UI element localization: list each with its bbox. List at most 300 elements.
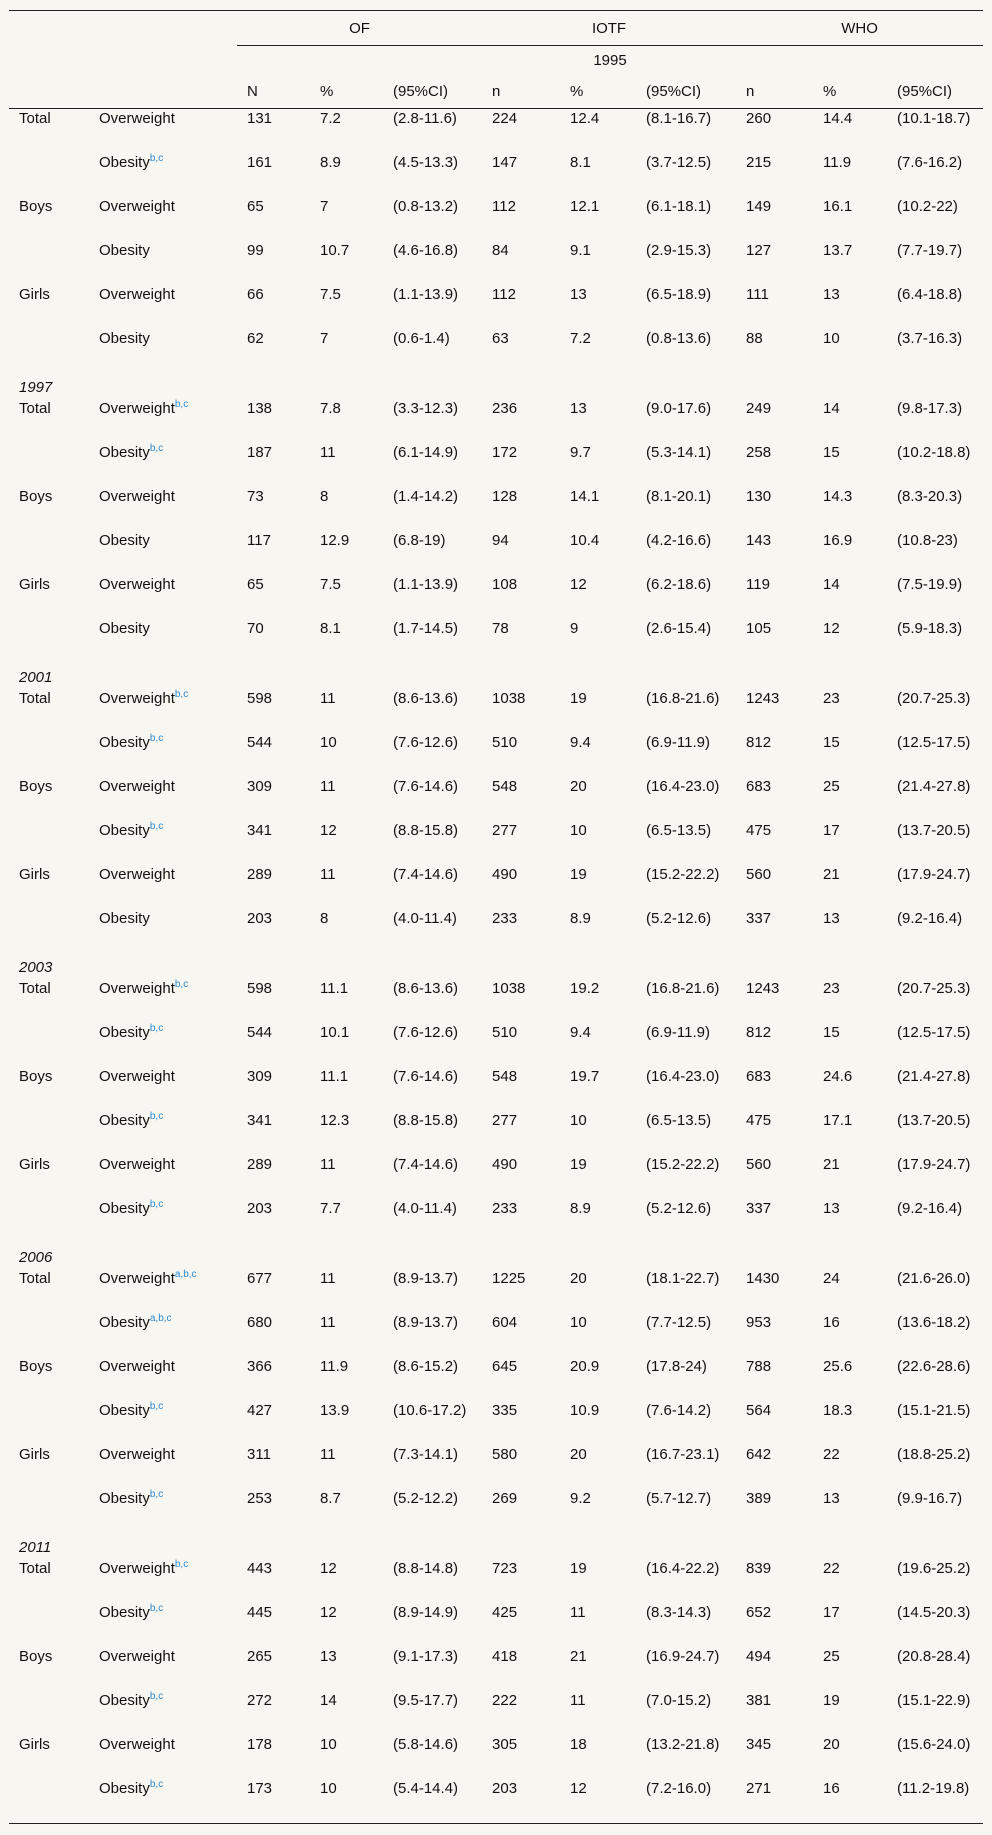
- cell-iotf-pct: 20: [570, 1270, 587, 1287]
- measure-label: Obesity: [99, 1314, 150, 1331]
- measure-label: Obesity: [99, 822, 150, 839]
- col-header-of-pct: %: [310, 74, 383, 109]
- cell-iotf-pct: 19: [570, 1156, 587, 1173]
- cell-of-n: 66: [247, 286, 264, 303]
- measure-label: Overweight: [99, 1358, 175, 1375]
- cell-who-pct: 23: [823, 980, 840, 997]
- table-row: [9, 153, 983, 197]
- cell-who-ci: (11.2-19.8): [887, 1779, 983, 1824]
- measure-label: Overweight: [99, 778, 175, 795]
- cell-iotf-ci: (7.7-12.5): [646, 1314, 712, 1331]
- footnote-marker: b,c: [149, 821, 164, 832]
- cell-iotf-ci: (15.2-22.2): [646, 1156, 720, 1173]
- measure-label: Obesity: [99, 910, 150, 927]
- cell-iotf-n: 224: [492, 110, 518, 127]
- group-cell: Boys: [19, 488, 53, 505]
- cell-of-pct: 12: [320, 1560, 337, 1577]
- measure-cell: [89, 1445, 237, 1489]
- cell-who-n: 812: [746, 1024, 772, 1041]
- table-row: [9, 1559, 983, 1603]
- group-cell: Boys: [19, 198, 53, 215]
- cell-who-n: 337: [746, 910, 772, 927]
- group-cell: [9, 1603, 89, 1647]
- group-cell: [9, 241, 89, 285]
- cell-who-pct: 25.6: [823, 1358, 853, 1375]
- cell-iotf-n: 63: [492, 330, 509, 347]
- cell-who-ci: (19.6-25.2): [897, 1560, 971, 1577]
- cell-iotf-pct: 10.9: [570, 1402, 600, 1419]
- year-row: [9, 1243, 983, 1269]
- cell-iotf-n: 203: [482, 1779, 560, 1824]
- table-row: [9, 1489, 983, 1533]
- cell-iotf-n: 425: [492, 1604, 518, 1621]
- measure-label: Obesity: [99, 1200, 150, 1217]
- cell-iotf-ci: (8.3-14.3): [646, 1604, 712, 1621]
- cell-of-pct: 11: [320, 1314, 336, 1331]
- cell-of-pct: 10: [320, 1736, 337, 1753]
- cell-of-pct: 12: [320, 822, 337, 839]
- cell-who-ci: (13.7-20.5): [897, 822, 971, 839]
- measure-cell: [89, 865, 237, 909]
- table-row: [9, 109, 983, 154]
- cell-iotf-n: 1038: [492, 980, 526, 997]
- table-row: [9, 1779, 983, 1824]
- cell-who-pct: 25: [823, 778, 840, 795]
- group-cell: Boys: [19, 778, 53, 795]
- cell-who-ci: (15.1-22.9): [897, 1692, 971, 1709]
- cell-who-n: 149: [746, 198, 772, 215]
- cell-who-n: 1243: [746, 690, 780, 707]
- group-header-who: WHO: [736, 11, 983, 46]
- cell-of-pct: 13.9: [320, 1402, 350, 1419]
- footnote-marker: b,c: [174, 979, 189, 990]
- cell-who-pct: 13: [823, 910, 840, 927]
- cell-who-n: 683: [746, 1068, 772, 1085]
- measure-label: Obesity: [99, 734, 150, 751]
- cell-of-n: 289: [247, 866, 273, 883]
- measure-cell: [89, 575, 237, 619]
- cell-of-ci: (8.8-14.8): [393, 1560, 459, 1577]
- measure-cell: [89, 777, 237, 821]
- year-label: 2003: [19, 959, 53, 976]
- cell-who-pct: 15: [823, 444, 840, 461]
- cell-iotf-n: 548: [492, 778, 518, 795]
- cell-who-pct: 24: [823, 1270, 840, 1287]
- cell-of-n: 70: [247, 620, 264, 637]
- cell-who-pct: 14.3: [823, 488, 853, 505]
- group-header-of: OF: [237, 11, 482, 46]
- measure-cell: [89, 399, 237, 443]
- cell-iotf-pct: 20: [570, 778, 587, 795]
- footnote-marker: b,c: [174, 399, 189, 410]
- cell-who-pct: 21: [823, 1156, 840, 1173]
- cell-of-ci: (6.8-19): [393, 532, 446, 549]
- cell-who-pct: 13: [823, 1200, 840, 1217]
- cell-iotf-n: 94: [492, 532, 509, 549]
- cell-of-ci: (10.6-17.2): [393, 1402, 467, 1419]
- measure-cell: [89, 1779, 237, 1824]
- group-cell: Girls: [19, 286, 50, 303]
- cell-iotf-ci: (13.2-21.8): [646, 1736, 720, 1753]
- cell-iotf-n: 222: [492, 1692, 518, 1709]
- measure-cell: [89, 329, 237, 373]
- year-row: [9, 663, 983, 689]
- cell-of-n: 680: [247, 1314, 273, 1331]
- cell-of-ci: (4.0-11.4): [393, 1200, 457, 1217]
- cell-iotf-pct: 12.4: [570, 110, 600, 127]
- measure-label: Obesity: [99, 1024, 150, 1041]
- cell-who-n: 389: [746, 1490, 772, 1507]
- measure-cell: [89, 1401, 237, 1445]
- table-row: [9, 285, 983, 329]
- table-body: [9, 109, 983, 1824]
- measure-cell: [89, 197, 237, 241]
- group-cell: [9, 1111, 89, 1155]
- cell-who-pct: 16.9: [823, 532, 853, 549]
- measure-cell: [89, 1559, 237, 1603]
- cell-iotf-ci: (5.2-12.6): [646, 910, 712, 927]
- cell-of-pct: 7.5: [320, 286, 341, 303]
- cell-iotf-ci: (18.1-22.7): [646, 1270, 720, 1287]
- cell-iotf-pct: 7.2: [570, 330, 591, 347]
- cell-of-n: 544: [247, 1024, 273, 1041]
- cell-iotf-n: 580: [492, 1446, 518, 1463]
- cell-of-n: 272: [247, 1692, 273, 1709]
- cell-of-n: 187: [247, 444, 273, 461]
- group-cell: Total: [19, 1560, 51, 1577]
- cell-of-ci: (8.8-15.8): [393, 822, 459, 839]
- cell-iotf-pct: 9.4: [570, 1024, 591, 1041]
- measure-label: Overweight: [99, 198, 175, 215]
- cell-who-pct: 16: [823, 1314, 840, 1331]
- cell-of-n: 73: [247, 488, 264, 505]
- measure-label: Obesity: [99, 1402, 150, 1419]
- measure-cell: [89, 909, 237, 953]
- measure-label: Obesity: [99, 1604, 150, 1621]
- cell-of-pct: 8.9: [320, 154, 341, 171]
- col-header-iotf-ci: (95%CI): [636, 74, 736, 109]
- table-row: [9, 197, 983, 241]
- cell-of-ci: (8.6-13.6): [393, 980, 459, 997]
- cell-of-ci: (7.3-14.1): [393, 1446, 459, 1463]
- cell-of-pct: 11: [320, 866, 336, 883]
- group-header-iotf: IOTF: [482, 11, 736, 46]
- measure-label: Obesity: [99, 1692, 150, 1709]
- measure-label: Overweight: [99, 1446, 175, 1463]
- cell-iotf-pct: 8.1: [570, 154, 591, 171]
- cell-of-n: 341: [247, 1112, 273, 1129]
- group-cell: [9, 1691, 89, 1735]
- col-header-who-n: n: [736, 74, 813, 109]
- measure-label: Obesity: [99, 330, 150, 347]
- cell-who-ci: (22.6-28.6): [897, 1358, 971, 1375]
- cell-of-ci: (3.3-12.3): [393, 400, 459, 417]
- group-cell: [9, 1489, 89, 1533]
- cell-who-n: 130: [746, 488, 772, 505]
- measure-label: Obesity: [99, 532, 150, 549]
- cell-of-n: 309: [247, 778, 273, 795]
- table-row: [9, 865, 983, 909]
- cell-of-n: 427: [247, 1402, 273, 1419]
- cell-who-pct: 10: [823, 330, 840, 347]
- cell-iotf-pct: 10.4: [570, 532, 600, 549]
- cell-iotf-n: 128: [492, 488, 518, 505]
- cell-who-n: 560: [746, 1156, 772, 1173]
- cell-of-n: 65: [247, 198, 264, 215]
- cell-who-ci: (18.8-25.2): [897, 1446, 971, 1463]
- cell-who-pct: 14: [823, 576, 840, 593]
- cell-iotf-n: 112: [492, 286, 516, 303]
- cell-iotf-n: 172: [492, 444, 518, 461]
- cell-of-n: 265: [247, 1648, 273, 1665]
- measure-label: Obesity: [99, 1112, 150, 1129]
- table-row: [9, 1735, 983, 1779]
- cell-iotf-ci: (5.2-12.6): [646, 1200, 712, 1217]
- cell-who-n: 953: [746, 1314, 772, 1331]
- cell-of-n: 131: [247, 110, 273, 127]
- cell-who-n: 88: [746, 330, 763, 347]
- measure-cell: [89, 109, 237, 154]
- measure-label: Obesity: [99, 1490, 150, 1507]
- measure-cell: [89, 689, 237, 733]
- measure-cell: [89, 487, 237, 531]
- cell-iotf-ci: (16.8-21.6): [646, 980, 720, 997]
- measure-cell: [89, 1647, 237, 1691]
- table-row: [9, 241, 983, 285]
- cell-of-pct: 7: [320, 330, 329, 347]
- cell-iotf-ci: (17.8-24): [646, 1358, 707, 1375]
- cell-who-pct: 14: [823, 400, 840, 417]
- table-row: [9, 1647, 983, 1691]
- cell-who-pct: 16: [813, 1779, 887, 1824]
- group-cell: [9, 329, 89, 373]
- table-row: [9, 733, 983, 777]
- year-label: 2001: [19, 669, 53, 686]
- group-cell: Girls: [19, 1446, 50, 1463]
- group-cell: Total: [19, 1270, 51, 1287]
- cell-of-n: 443: [247, 1560, 273, 1577]
- col-header-iotf-n: n: [482, 74, 560, 109]
- cell-of-pct: 12.3: [320, 1112, 350, 1129]
- cell-who-n: 249: [746, 400, 772, 417]
- cell-of-ci: (9.1-17.3): [393, 1648, 459, 1665]
- cell-iotf-n: 510: [492, 734, 518, 751]
- cell-iotf-ci: (15.2-22.2): [646, 866, 720, 883]
- cell-who-n: 271: [736, 1779, 813, 1824]
- cell-iotf-ci: (9.0-17.6): [646, 400, 712, 417]
- cell-who-pct: 13.7: [823, 242, 853, 259]
- cell-iotf-ci: (6.5-13.5): [646, 822, 712, 839]
- year-label: 1997: [19, 379, 53, 396]
- cell-who-ci: (3.7-16.3): [897, 330, 963, 347]
- cell-iotf-n: 108: [492, 576, 518, 593]
- cell-iotf-pct: 9.2: [570, 1490, 591, 1507]
- cell-iotf-ci: (2.6-15.4): [646, 620, 712, 637]
- cell-iotf-pct: 14.1: [570, 488, 600, 505]
- measure-cell: [89, 153, 237, 197]
- measure-label: Overweight: [99, 1560, 175, 1577]
- table-row: [9, 487, 983, 531]
- cell-who-pct: 17: [823, 1604, 840, 1621]
- measure-cell: [89, 1489, 237, 1533]
- cell-who-pct: 12: [823, 620, 840, 637]
- cell-who-pct: 18.3: [823, 1402, 853, 1419]
- cell-iotf-ci: (8.1-20.1): [646, 488, 712, 505]
- cell-iotf-pct: 19: [570, 866, 587, 883]
- cell-who-ci: (17.9-24.7): [897, 866, 971, 883]
- measure-label: Overweight: [99, 1068, 175, 1085]
- cell-who-ci: (20.7-25.3): [897, 980, 971, 997]
- footnote-marker: b,c: [149, 1489, 164, 1500]
- cell-who-n: 111: [746, 286, 769, 303]
- cell-iotf-pct: 12: [560, 1779, 636, 1824]
- measure-cell: [89, 1111, 237, 1155]
- cell-iotf-n: 510: [492, 1024, 518, 1041]
- footnote-marker: b,c: [149, 1691, 164, 1702]
- measure-label: Overweight: [99, 286, 175, 303]
- group-cell: [9, 1779, 89, 1824]
- cell-iotf-n: 305: [492, 1736, 518, 1753]
- cell-of-pct: 12.9: [320, 532, 350, 549]
- cell-of-pct: 8: [320, 488, 329, 505]
- cell-of-pct: 11.1: [320, 980, 349, 997]
- cell-who-ci: (20.8-28.4): [897, 1648, 971, 1665]
- cell-who-pct: 24.6: [823, 1068, 853, 1085]
- cell-iotf-pct: 8.9: [570, 910, 591, 927]
- cell-who-pct: 17: [823, 822, 840, 839]
- measure-cell: [89, 979, 237, 1023]
- cell-who-n: 560: [746, 866, 772, 883]
- cell-iotf-n: 1225: [492, 1270, 526, 1287]
- cell-of-ci: (8.6-15.2): [393, 1358, 459, 1375]
- cell-who-ci: (9.2-16.4): [897, 1200, 963, 1217]
- group-header-row: [9, 11, 983, 46]
- cell-iotf-ci: (16.4-23.0): [646, 778, 720, 795]
- cell-iotf-pct: 12.1: [570, 198, 600, 215]
- cell-who-pct: 15: [823, 734, 840, 751]
- cell-who-pct: 17.1: [823, 1112, 853, 1129]
- cell-iotf-ci: (5.7-12.7): [646, 1490, 712, 1507]
- cell-of-n: 677: [247, 1270, 273, 1287]
- cell-iotf-n: 84: [492, 242, 509, 259]
- cell-iotf-n: 233: [492, 1200, 518, 1217]
- cell-who-n: 1430: [746, 1270, 780, 1287]
- cell-of-n: 309: [247, 1068, 273, 1085]
- col-header-who-ci: (95%CI): [887, 74, 983, 109]
- table-row: [9, 443, 983, 487]
- cell-of-ci: (8.9-13.7): [393, 1270, 459, 1287]
- measure-cell: [89, 733, 237, 777]
- measure-label: Overweight: [99, 400, 175, 417]
- cell-of-pct: 8: [320, 910, 329, 927]
- cell-of-ci: (7.4-14.6): [393, 1156, 459, 1173]
- cell-who-ci: (9.8-17.3): [897, 400, 963, 417]
- cell-iotf-pct: 9.4: [570, 734, 591, 751]
- cell-of-ci: (1.1-13.9): [393, 576, 459, 593]
- cell-iotf-ci: (3.7-12.5): [646, 154, 712, 171]
- cell-who-n: 812: [746, 734, 772, 751]
- cell-iotf-ci: (6.9-11.9): [646, 734, 710, 751]
- cell-iotf-ci: (6.5-18.9): [646, 286, 712, 303]
- cell-who-pct: 22: [823, 1446, 840, 1463]
- cell-of-ci: (0.8-13.2): [393, 198, 459, 215]
- measure-cell: [89, 1313, 237, 1357]
- cell-who-ci: (21.4-27.8): [897, 1068, 971, 1085]
- cell-who-ci: (17.9-24.7): [897, 1156, 971, 1173]
- prevalence-table: [9, 10, 983, 1824]
- column-header-row: [9, 74, 983, 109]
- cell-iotf-pct: 9.7: [570, 444, 591, 461]
- cell-iotf-ci: (16.8-21.6): [646, 690, 720, 707]
- cell-iotf-n: 277: [492, 822, 518, 839]
- measure-cell: [89, 285, 237, 329]
- table-row: [9, 531, 983, 575]
- cell-of-ci: (1.4-14.2): [393, 488, 459, 505]
- measure-cell: [89, 821, 237, 865]
- col-header-of-n: N: [237, 74, 310, 109]
- measure-cell: [89, 1155, 237, 1199]
- measure-label: Overweight: [99, 1736, 175, 1753]
- cell-who-pct: 20: [823, 1736, 840, 1753]
- cell-of-n: 173: [237, 1779, 310, 1824]
- cell-iotf-ci: (4.2-16.6): [646, 532, 712, 549]
- cell-of-n: 138: [247, 400, 273, 417]
- cell-who-n: 105: [746, 620, 772, 637]
- footnote-marker: b,c: [149, 1401, 164, 1412]
- group-cell: Total: [19, 690, 51, 707]
- cell-who-ci: (15.6-24.0): [897, 1736, 971, 1753]
- cell-iotf-n: 418: [492, 1648, 518, 1665]
- cell-iotf-ci: (6.9-11.9): [646, 1024, 710, 1041]
- cell-who-ci: (5.9-18.3): [897, 620, 963, 637]
- table-row: [9, 1067, 983, 1111]
- group-cell: [9, 443, 89, 487]
- cell-who-pct: 19: [823, 1692, 840, 1709]
- cell-of-n: 65: [247, 576, 264, 593]
- group-cell: Total: [19, 110, 51, 127]
- footnote-marker: b,c: [149, 153, 164, 164]
- cell-iotf-ci: (2.9-15.3): [646, 242, 712, 259]
- group-cell: Girls: [19, 1736, 50, 1753]
- measure-label: Overweight: [99, 488, 175, 505]
- cell-iotf-ci: (6.5-13.5): [646, 1112, 712, 1129]
- cell-who-ci: (10.8-23): [897, 532, 958, 549]
- footnote-marker: b,c: [149, 1603, 164, 1614]
- cell-iotf-ci: (16.4-23.0): [646, 1068, 720, 1085]
- cell-of-ci: (4.6-16.8): [393, 242, 459, 259]
- cell-of-n: 598: [247, 690, 273, 707]
- cell-iotf-pct: 10: [570, 1314, 587, 1331]
- cell-who-pct: 22: [823, 1560, 840, 1577]
- col-header-of-ci: (95%CI): [383, 74, 482, 109]
- cell-who-ci: (7.7-19.7): [897, 242, 963, 259]
- first-year-row: [9, 46, 983, 75]
- group-cell: [9, 1401, 89, 1445]
- cell-who-ci: (13.6-18.2): [897, 1314, 971, 1331]
- cell-who-n: 260: [746, 110, 772, 127]
- cell-of-pct: 11: [320, 1156, 336, 1173]
- footnote-marker: a,b,c: [149, 1313, 172, 1324]
- cell-who-ci: (7.5-19.9): [897, 576, 963, 593]
- footnote-marker: b,c: [149, 1199, 164, 1210]
- cell-who-ci: (14.5-20.3): [897, 1604, 971, 1621]
- cell-iotf-ci: (0.8-13.6): [646, 330, 712, 347]
- table-row: [9, 777, 983, 821]
- cell-who-n: 475: [746, 822, 772, 839]
- measure-label: Overweight: [99, 1156, 175, 1173]
- cell-who-ci: (9.9-16.7): [897, 1490, 963, 1507]
- cell-of-ci: (5.8-14.6): [393, 1736, 459, 1753]
